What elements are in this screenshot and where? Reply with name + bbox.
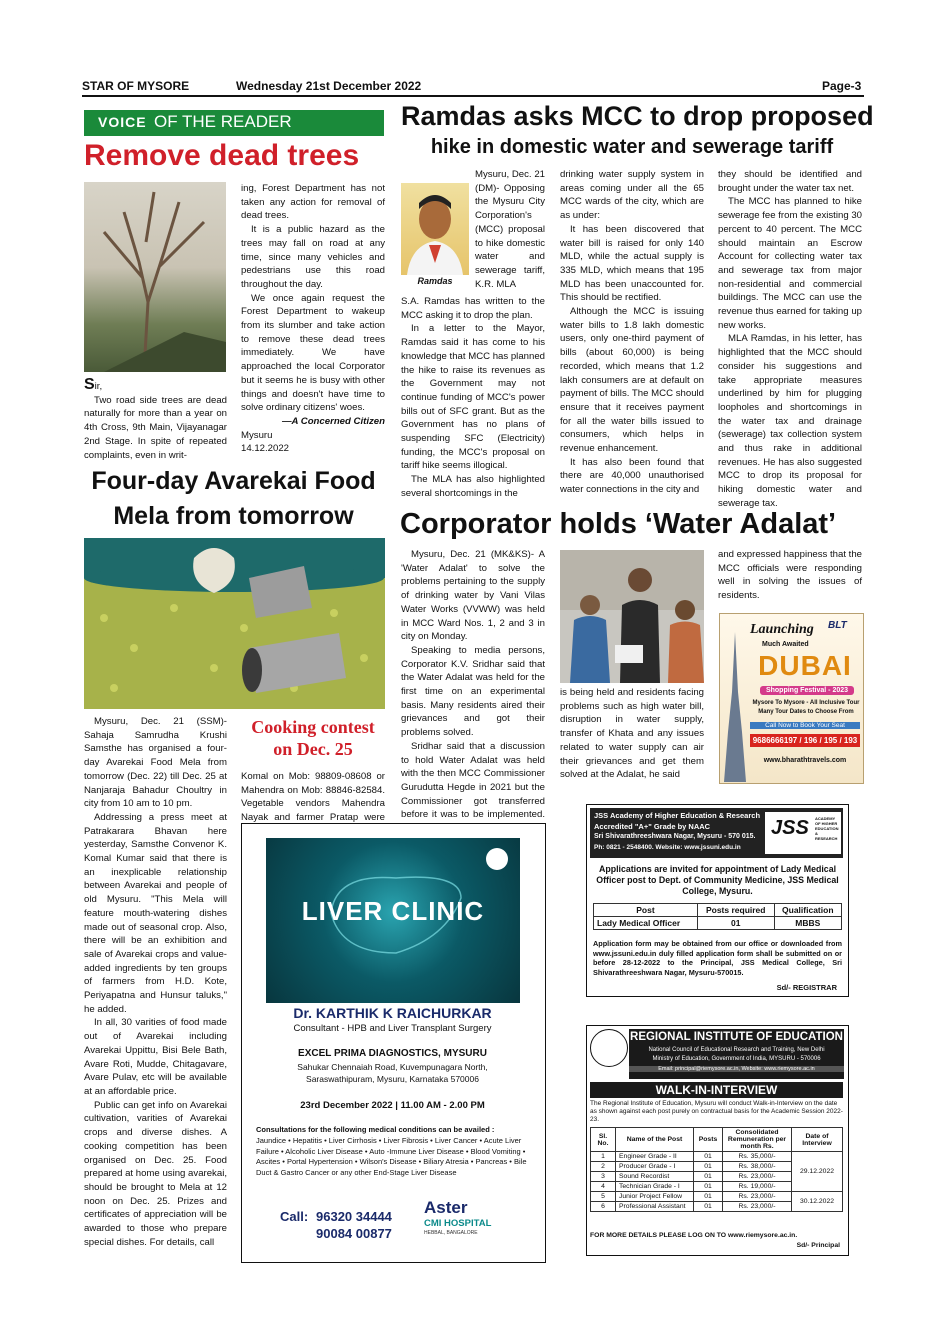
rie-header [629, 1029, 844, 1079]
jss-header [590, 808, 843, 858]
ncert-logo-icon [590, 1029, 628, 1067]
page-number: Page-3 [822, 79, 862, 93]
liver-cons: Jaundice • Hepatitis • Liver Cirrhosis • Liver Fibrosis • Liver Cancer • Acute Liver Failure • Alcoholic Liver Disease • Auto -Immune Liver Disease • Blood Vomiting • Ascites • Portal Hypertension • Wilson's Disease • Biliary Atresia • Pancreas • Bile Duct & Gastro Cancer or any other End-Stage Liver Disease [256, 1136, 527, 1177]
adalat-col3 [718, 548, 862, 603]
adalat-col1-c: Sridhar said that a discussion to hold Water Adalat was held with the then MCC Commissioner Gurudutta Hegde in 2021 but the Commissioner got transferred before it was to be implemented. [401, 740, 545, 821]
jss-th-post: Post [594, 904, 698, 917]
burj-khalifa-icon [722, 632, 748, 782]
clinic-logo-icon [486, 848, 508, 870]
rie-cell: Rs. 23,000/- [723, 1172, 792, 1182]
rie-cell: Professional Assistant [616, 1202, 694, 1212]
jss-td-post: Lady Medical Officer [594, 917, 698, 930]
dubai-title: DUBAI [758, 650, 852, 681]
dubai-festival: Shopping Festival - 2023 [760, 686, 854, 695]
rie-table [590, 1127, 843, 1212]
rie-intro: The Regional Institute of Education, Mysuru will conduct Walk-in-Interview on the date as shown against each post purely on contractual basis for the Academic Session 2022-23. [590, 1100, 843, 1124]
rie-cell: 1 [591, 1152, 616, 1162]
liver-date: 23rd December 2022 | 11.00 AM - 2.00 PM [300, 1100, 485, 1111]
rie-th-pay: Consolidated Remuneration per month Rs. [723, 1128, 792, 1152]
adalat-photo [560, 550, 704, 683]
ramdas-col2 [560, 168, 704, 497]
voice-banner [84, 110, 384, 136]
adalat-col1-b: Speaking to media persons, Corporator K.V. Sridhar said that the Water Adalat was held for the first time on an experimental basis. Many residents aired their grievances and got their problems solved. [401, 644, 545, 739]
voice-col1 [84, 378, 227, 462]
rie-cell: Rs. 23,000/- [723, 1202, 792, 1212]
dubai-much: Much Awaited [762, 641, 809, 648]
jss-line-2: Accredited "A+" Grade by NAAC [594, 822, 711, 831]
jss-logo [765, 812, 841, 854]
jss-note: Application form may be obtained from our office or downloaded from www.jssuni.edu.in duly filled application form shall be submitted on or before 28-12-2022 to the Principal, JSS Medical College, Sri Shivarathreeshwara Nagar, Mysuru-570015. [593, 939, 842, 977]
liver-phone-2[interactable]: 90084 00877 [316, 1226, 392, 1241]
dubai-phones: 9686666197 / 196 / 195 / 193 [750, 734, 860, 747]
liver-role: Consultant - HPB and Liver Transplant Surgery [293, 1023, 492, 1034]
rie-cell: 01 [694, 1192, 723, 1202]
voice-place: Mysuru [241, 429, 273, 441]
ramdas-col3-b: The MCC has planned to hike sewerage fee from the existing 30 percent to 40 percent. The MCC should maintain an Escrow Account for collecting water tax and sewerage tax from major non-residential and commercial buildings. The MCC can use the revenue thus earned for taking up new works. [718, 196, 862, 331]
avarekai-col1-a: Mysuru, Dec. 21 (SSM)- Sahaja Samrudha Krushi Samsthe has organised a four-day Avarekai Food Mela from tomorrow (Dec. 22) till Dec. 25 at Nanjaraja Bahadur Choultry in city from 10 am to 10 pm. [84, 716, 227, 810]
rie-sign: Sd/- Principal [796, 1242, 840, 1249]
voice-signature: —A Concerned Citizen [281, 415, 385, 427]
avarekai-photo [84, 538, 385, 709]
rie-cell: Rs. 35,000/- [723, 1152, 792, 1162]
rie-title: REGIONAL INSTITUTE OF EDUCATION [630, 1031, 843, 1043]
adalat-col2 [560, 686, 704, 782]
rie-th-date: Date of Interview [792, 1128, 843, 1152]
ramdas-col1-b: In a letter to the Mayor, Ramdas said it has come to his knowledge that MCC has planned the hike to raise its revenues as the Government may not continue funding of MCC's power bills out of SFC grant. But as the Government has no plans of suspending SFC (Electricity) funding, the MCC's proposal on tariff hike seems illogical. [401, 323, 545, 472]
rie-cell: Rs. 38,000/- [723, 1162, 792, 1172]
rie-th-posts: Posts [694, 1128, 723, 1152]
jss-td-qual: MBBS [774, 917, 841, 930]
dubai-tour-1: Mysore To Mysore - All Inclusive Tour [752, 700, 860, 706]
rie-cell: Producer Grade - I [616, 1162, 694, 1172]
ramdas-col2-a: drinking water supply system in areas coming under all the 65 MCC wards of the city, which are as under: [560, 169, 704, 222]
jss-td-count: 01 [697, 917, 774, 930]
adalat-col1 [401, 548, 545, 836]
rie-sub-2: Ministry of Education, Government of India, MYSURU - 570006 [652, 1056, 821, 1062]
rie-walkin: WALK-IN-INTERVIEW [590, 1082, 843, 1098]
rie-cell: 2 [591, 1162, 616, 1172]
voice-p1: ing, Forest Department has not taken any action for removal of dead trees. [241, 183, 385, 222]
adalat-col2-text: is being held and residents facing problems such as high water bill, disruption in water supply, transfer of Khata and any issues related to water supply can air their grievances and get them solved at the Adalat, he said [560, 687, 704, 781]
liver-addr-2: Saraswathipuram, Mysuru, Karnataka 570006 [306, 1074, 479, 1084]
rie-date-1: 29.12.2022 [792, 1152, 843, 1192]
ramdas-intro: Mysuru, Dec. 21 (DM)- Opposing the Mysuru City Corporation's (MCC) proposal to hike domestic water and sewerage tariff, K.R. MLA [475, 169, 545, 290]
aster-cmi: CMI HOSPITAL [424, 1218, 492, 1229]
ramdas-col1-top [475, 168, 545, 291]
ramdas-photo [401, 183, 469, 275]
ramdas-col1 [401, 295, 545, 501]
dubai-call: Call Now to Book Your Seat [750, 722, 860, 729]
voice-p3: We once again request the Forest Department to wakeup from its slumber and take action to remove these dead trees immediately. We have approached the local Corporator but it seems he is busy with other things and doesn't have time to solve ordinary citizens' woes. [241, 292, 385, 414]
liver-title: LIVER CLINIC [301, 896, 485, 926]
voice-tag-bold: VOICE [98, 114, 147, 130]
rie-cell: 01 [694, 1152, 723, 1162]
liver-centre: EXCEL PRIMA DIAGNOSTICS, MYSURU [298, 1048, 487, 1059]
jss-th-required: Posts required [697, 904, 774, 917]
avarekai-col1-d: Public can get info on Avarekai cultivation, varities of Avarekai crops and diverse dishes. A cooking competition has been organised on Dec. 25. Food prepared at home using avarekai, should be brought to Mela at 12 noon on Dec. 25. Prizes and certificates of appreciation will be awarded to those who prepare special dishes. For details, call [84, 1099, 227, 1248]
cooking-contest-box [240, 716, 386, 760]
rie-cell: Rs. 23,000/- [723, 1192, 792, 1202]
voice-col1-text: Two road side trees are dead naturally for more than a year on 4th Cross, 9th Main, Vijayanagar 2nd Stage. In spite of repeated complaints, even in writ- [84, 394, 227, 461]
rie-cell: Sound Recordist [616, 1172, 694, 1182]
rie-cell: 01 [694, 1182, 723, 1192]
salutation-initial: S [84, 376, 95, 393]
rie-cell: Engineer Grade - II [616, 1152, 694, 1162]
rie-cell: 4 [591, 1182, 616, 1192]
rie-sub-1: National Council of Educational Research and Training, New Delhi [648, 1047, 825, 1053]
avarekai-headline-2: Mela from tomorrow [113, 502, 354, 530]
adalat-col3-text: and expressed happiness that the MCC officials were responding well in solving the issues of residents. [718, 549, 863, 602]
avarekai-headline-1: Four-day Avarekai Food [91, 467, 376, 495]
dubai-web: www.bharathtravels.com [763, 757, 847, 764]
rie-cell: Technician Grade - I [616, 1182, 694, 1192]
dubai-brand: BLT [828, 620, 847, 631]
salutation-rest: ir, [94, 381, 103, 392]
ramdas-col1-a: S.A. Ramdas has written to the MCC asking it to drop the plan. [401, 296, 545, 321]
liver-banner [266, 838, 520, 1003]
avarekai-col2-text: Komal on Mob: 98809-08608 or Mahendra on Mob: 88846-82584. Vegetable vendors Mahendra Nayak and farmer Pratap were [241, 771, 385, 824]
voice-col2 [241, 182, 385, 456]
masthead-rule [82, 95, 864, 97]
jss-th-qual: Qualification [774, 904, 841, 917]
contest-line-1: Cooking contest [251, 717, 375, 737]
jss-line-3: Sri Shivarathreeshwara Nagar, Mysuru - 570 015. [594, 833, 756, 840]
liver-call-label: Call: [280, 1209, 309, 1224]
liver-addr-1: Sahukar Chennaiah Road, Kuvempunagara North, [297, 1062, 488, 1072]
jss-ad[interactable] [586, 804, 849, 997]
table-row [591, 1192, 843, 1202]
rie-th-post: Name of the Post [616, 1128, 694, 1152]
avarekai-col1-c: In all, 30 varities of food made out of Avarekai including Avarekai Uppittu, Bisi Bele Bath, Avare Roti, Mudde, Chitagavare, Avare Pulav, etc will be available at an affordable price. [84, 1017, 227, 1097]
jss-logo-sub: ACADEMY OF HIGHER EDUCATION & RESEARCH [815, 816, 839, 841]
ramdas-col2-b: It has been discovered that water bill is raised for only 140 MLD, while the actual supply is 335 MLD, which means that 195 MLD has been unaccounted for. This should be rectified. [560, 223, 704, 304]
rie-cell: 5 [591, 1192, 616, 1202]
liver-phone-1[interactable]: 96320 34444 [316, 1209, 392, 1224]
rie-sub-3: Email: principal@riemysore.ac.in, Website: www.riemysore.ac.in [629, 1066, 844, 1072]
dead-trees-photo [84, 182, 226, 372]
voice-tag-rest: OF THE READER [154, 112, 292, 131]
ramdas-headline-1: Ramdas asks MCC to drop proposed [401, 101, 874, 131]
jss-table [593, 903, 842, 930]
jss-line-4: Ph: 0821 - 2548400. Website: www.jssuni.edu.in [594, 844, 741, 851]
ramdas-col2-d: It has also been found that there are 40,000 unauthorised water connections in the city and [560, 456, 704, 496]
liver-cons-head: Consultations for the following medical conditions can be availed : [256, 1125, 495, 1134]
contest-line-2: on Dec. 25 [273, 739, 353, 759]
avarekai-col1-b: Addressing a press meet at Patrakarara Bhavan here yesterday, Samsthe Convenor K. Komal Kumar said that there is an inexplicable relationship between Avarekai and people of old Mysuru. "This Mela will feature mouth-watering dishes made out of seasonal crop. Also, there will be an exhibition and sale of Avarekai crops and value-added ingredients by ten groups of farmers from H.D. Kote, Periyapatna and Hunsur taluks," he added. [84, 811, 227, 1015]
dubai-tour-2: Many Tour Dates to Choose From [758, 709, 854, 715]
liver-clinic-ad[interactable] [241, 823, 546, 1263]
ramdas-caption: Ramdas [417, 276, 453, 286]
issue-date: Wednesday 21st December 2022 [236, 79, 422, 93]
rie-cell: 6 [591, 1202, 616, 1212]
rie-ad[interactable] [586, 1025, 849, 1256]
aster-logo: Aster [424, 1198, 468, 1217]
ramdas-col3-a: they should be identified and brought under the water tax net. [718, 169, 862, 194]
voice-headline: Remove dead trees [84, 139, 360, 172]
jss-sign: Sd/- REGISTRAR [776, 983, 837, 992]
rie-cell: Rs. 19,000/- [723, 1182, 792, 1192]
rie-cell: 3 [591, 1172, 616, 1182]
ramdas-col3-c: MLA Ramdas, in his letter, has highlighted that the MCC should consider his suggestions and take appropriate measures underlined by him for plugging loopholes and shortcomings in the water tax and drainage (sewerage) tax collection system and thus rake in additional revenues. He has also suggested MCC to drop its proposal for hiking domestic water and sewerage tax. [718, 333, 862, 509]
rie-cell: 01 [694, 1172, 723, 1182]
avarekai-col1 [84, 715, 227, 1249]
jss-line-1: JSS Academy of Higher Education & Research [594, 811, 761, 820]
rie-th-sl: Sl. No. [591, 1128, 616, 1152]
table-row [591, 1152, 843, 1162]
rie-footer: FOR MORE DETAILS PLEASE LOG ON TO www.riemysore.ac.in. [590, 1232, 798, 1239]
dubai-ad[interactable] [719, 613, 864, 784]
rie-cell: Junior Project Fellow [616, 1192, 694, 1202]
aster-location: HEBBAL, BANGALORE [424, 1230, 478, 1236]
rie-cell: 01 [694, 1202, 723, 1212]
adalat-col1-a: Mysuru, Dec. 21 (MK&KS)- A 'Water Adalat' to solve the problems pertaining to the supply of drinking water by Vani Vilas Water Works (VVWW) was held in MCC Ward Nos. 1, 2 and 3 in city on Monday. [401, 549, 545, 643]
jss-logo-text: JSS [771, 817, 809, 839]
rie-cell: 01 [694, 1162, 723, 1172]
ramdas-col1-c: The MLA has also highlighted several shortcomings in the [401, 474, 545, 499]
voice-p2: It is a public hazard as the trees may fall on road at any time, since many vehicles and pedestrians use this road throughout the day. [241, 224, 385, 290]
rie-date-2: 30.12.2022 [792, 1192, 843, 1212]
ramdas-headline-2: hike in domestic water and sewerage tariff [430, 136, 834, 158]
dubai-launching: Launching [750, 622, 814, 637]
paper-name: STAR OF MYSORE [82, 79, 190, 93]
ramdas-col3 [718, 168, 862, 511]
jss-apps: Applications are invited for appointment of Lady Medical Officer post to Dept. of Community Medicine, JSS Medical College, Mysuru. [596, 864, 839, 896]
voice-date: 14.12.2022 [241, 443, 290, 455]
liver-doctor: Dr. KARTHIK K RAICHURKAR [293, 1005, 492, 1021]
adalat-headline: Corporator holds ‘Water Adalat’ [400, 508, 837, 540]
ramdas-col2-c: Although the MCC is issuing water bills to 1.8 lakh domestic users, only one-third payment of bills (about 60,000) is being recorded, which means that 1.2 lakh consumers are at default on payment of bills. The MCC should ensure that it receives payment for all the water bills issued to consumers, which helps in revenue enhancement. [560, 306, 704, 455]
